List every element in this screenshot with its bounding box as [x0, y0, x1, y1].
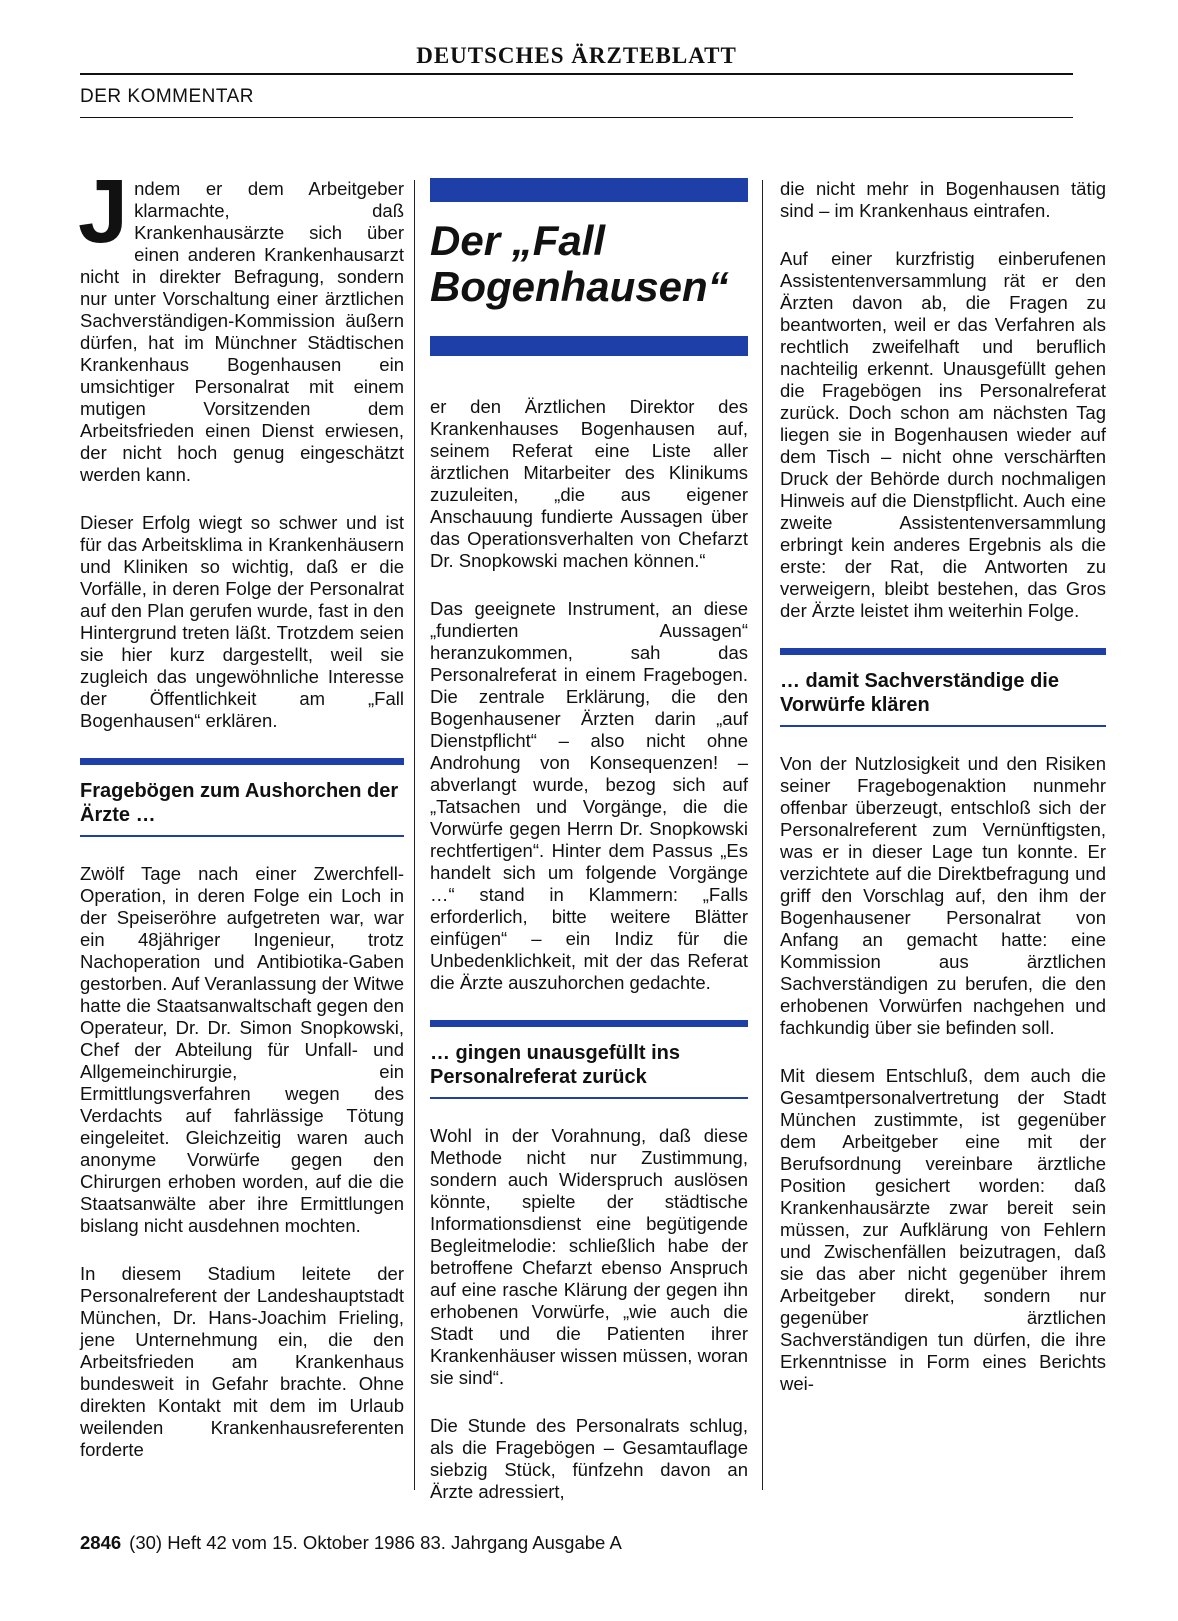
article-title-line-1: Der „Fall — [430, 217, 606, 264]
article-title-block — [430, 178, 748, 356]
column-divider — [762, 180, 763, 1490]
paragraph: Zwölf Tage nach einer Zwerchfell-Operation, in deren Folge ein Loch in der Speiseröhre aufgetreten war, war ein 48jähriger Ingenieur, trotz Nachoperation und Antibiotika-Gaben gestorben. Auf Veranlassung der Witwe hatte die Staatsanwaltschaft gegen den Operateur, Dr. Dr. Simon Snopkowski, Chef der Abteilung für Unfall- und Allgemeinchirurgie, ein Ermittlungsverfahren wegen des Verdachts auf fahrlässige Tötung eingeleitet. Gleichzeitig waren auch anonyme Vorwürfe gegen den Chirurgen erhoben worden, auf die die Staatsanwälte aber ihre Ermittlungen bislang nicht ausdehnen mochten. — [80, 863, 404, 1236]
paragraph: Das geeignete Instrument, an diese „fundierten Aussagen“ heranzukommen, sah das Personalreferat in einem Fragebogen. Die zentrale Erklärung, die den Bogenhausener Ärzten darin „auf Dienstpflicht“ – also nicht ohne Androhung von Konsequenzen! – abverlangt wurde, bezog sich auf „Tatsachen und Vorgänge, die die Vorwürfe gegen Herrn Dr. Snopkowski rechtfertigen“. Hinter dem Passus „Es handelt sich um folgende Vorgänge …“ stand in Klammern: „Falls erforderlich, bitte weitere Blätter einfügen“ – ein Indiz für die Unbedenklichkeit, mit der das Referat die Ärzte auszuhorchen gedachte. — [430, 598, 748, 993]
subhead-underline — [80, 835, 404, 837]
paragraph: er den Ärztlichen Direktor des Krankenhauses Bogenhausen auf, seinem Referat eine Liste aller ärztlichen Mitarbeiter des Klinikums zuzuleiten, „die aus eigener Anschauung fundierte Aussagen über das Operationsverhalten von Chefarzt Dr. Snopkowski machen können.“ — [430, 396, 748, 571]
paragraph: Dieser Erfolg wiegt so schwer und ist für das Arbeitsklima in Krankenhäusern und Kliniken so wichtig, daß er die Vorfälle, in deren Folge der Personalrat auf den Plan gerufen wurde, fast in den Hintergrund treten läßt. Trotzdem seien sie hier kurz dargestellt, weil sie zugleich das ungewöhnliche Interesse der Öffentlichkeit am „Fall Bogenhausen“ erklären. — [80, 512, 404, 731]
paragraph: Mit diesem Entschluß, dem auch die Gesamtpersonalvertretung der Stadt München zustimmte, ist gegenüber dem Arbeitgeber eine mit der Berufsordnung vereinbare ärztliche Position gesichert worden: daß Krankenhausärzte zwar bereit sein müssen, zur Aufklärung von Fehlern und Zwischenfällen beizutragen, daß sie das aber nicht gegenüber ihrem Arbeitgeber direkt, sondern nur gegenüber ärztlichen Sachverständigen tun dürfen, die ihre Erkenntnisse in Form eines Berichts wei- — [780, 1065, 1106, 1394]
column-1 — [78, 162, 404, 1487]
paragraph: Die Stunde des Personalrats schlug, als die Fragebögen – Gesamtauflage siebzig Stück, fünfzehn davon an Ärzte adressiert, — [430, 1415, 748, 1502]
section-rule — [80, 117, 1073, 118]
paragraph: die nicht mehr in Bogenhausen tätig sind – im Krankenhaus eintrafen. — [780, 178, 1106, 221]
page-footer — [80, 1532, 622, 1554]
column-3 — [780, 178, 1106, 1421]
paragraph: Von der Nutzlosigkeit und den Risiken seiner Fragebogenaktion nunmehr offenbar überzeugt, entschloß sich der Personalreferent zum Vernünftigsten, was er in dieser Lage tun konnte. Er verzichtete auf die Direktbefragung und griff den Vorschlag auf, den ihm der Bogenhausener Personalrat von Anfang an gemacht hatte: eine Kommission aus ärztlichen Sachverständigen zu berufen, die den erhobenen Vorwürfen nachgehen und fachkundig über sie befinden soll. — [780, 753, 1106, 1038]
column-divider — [414, 180, 415, 1490]
column-2 — [430, 178, 748, 1529]
lead-paragraph — [78, 162, 404, 486]
page-number: 2846 — [80, 1532, 122, 1553]
subheading: … gingen unausgefüllt ins Personalreferat zurück — [430, 1042, 680, 1088]
paragraph: Wohl in der Vorahnung, daß diese Methode nicht nur Zustimmung, sondern auch Widerspruch auslösen könnte, spielte der städtische Informationsdienst eine begütigende Begleitmelodie: schließlich habe der betroffene Chefarzt ebenso Anspruch auf eine rasche Klärung der gegen ihn erhobenen Vorwürfe, „wie auch die Stadt und die Patienten ihrer Krankenhäuser wissen müssen, woran sie sind“. — [430, 1125, 748, 1388]
section-label: DER KOMMENTAR — [80, 86, 254, 107]
paragraph: In diesem Stadium leitete der Personalreferent der Landeshauptstadt München, Dr. Hans-Joachim Frieling, jene Unternehmung ein, die den Arbeitsfrieden am Krankenhaus bundesweit in Gefahr brachte. Ohne direkten Kontakt mit dem im Urlaub weilenden Krankenhausreferenten forderte — [80, 1263, 404, 1460]
article-title-line-2: Bogenhausen“ — [430, 263, 729, 310]
title-bar-top — [430, 178, 748, 202]
subheading: … damit Sachverständige die Vorwürfe klären — [780, 670, 1059, 716]
title-bar-bottom — [430, 336, 748, 356]
subhead-underline — [780, 725, 1106, 727]
lead-paragraph-text: ndem er dem Arbeitgeber klarmachte, daß Krankenhausärzte sich über einen anderen Krankenhausarzt nicht in direkter Befragung, sondern nur unter Vorschaltung einer ärztlichen Sachverständigen-Kommission äußern dürfen, hat im Münchner Städtischen Krankenhaus Bogenhausen ein umsichtiger Personalrat mit einem mutigen Vorsitzenden dem Arbeitsfrieden einen Dienst erwiesen, der nicht hoch genug eingeschätzt werden kann. — [80, 178, 404, 485]
subheading: Fragebögen zum Aushorchen der Ärzte … — [80, 780, 399, 826]
masthead-title: DEUTSCHES ÄRZTEBLATT — [416, 43, 737, 68]
issue-info: (30) Heft 42 vom 15. Oktober 1986 83. Jahrgang Ausgabe A — [129, 1532, 622, 1553]
subhead-bar — [80, 758, 404, 765]
subhead-underline — [430, 1097, 748, 1099]
masthead-rule — [80, 73, 1073, 75]
drop-cap: J — [78, 162, 129, 262]
paragraph: Auf einer kurzfristig einberufenen Assistentenversammlung rät er den Ärzten davon ab, die Fragen zu beantworten, weil er das Verfahren als rechtlich zweifelhaft und beruflich nachteilig erkennt. Unausgefüllt gehen die Fragebögen ins Personalreferat zurück. Doch schon am nächsten Tag liegen sie in Bogenhausen wieder auf dem Tisch – nicht ohne verschärften Druck der Behörde durch nochmaligen Hinweis auf die Dienstpflicht. Auch eine zweite Assistentenversammlung erbringt kein anderes Ergebnis als die erste: der Rat, die Antworten zu verweigern, bleibt bestehen, das Gros der Ärzte leistet ihm weiterhin Folge. — [780, 248, 1106, 621]
subhead-bar — [780, 648, 1106, 655]
subhead-bar — [430, 1020, 748, 1027]
article-title — [430, 218, 748, 310]
